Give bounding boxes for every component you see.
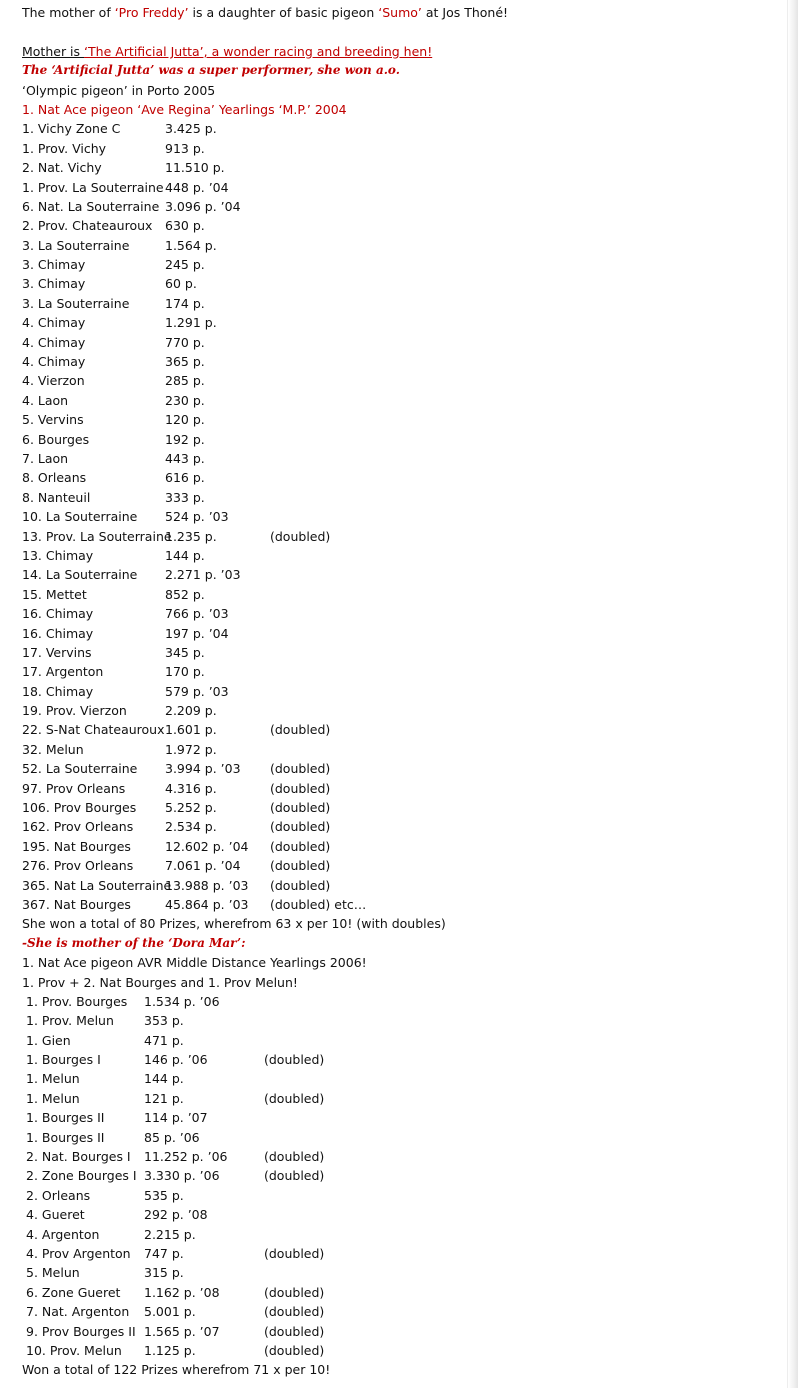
pedigree-article xyxy=(22,3,782,1380)
result-row xyxy=(22,371,782,390)
result-row xyxy=(22,740,782,759)
result-extra: (doubled) xyxy=(264,1168,325,1184)
result-row xyxy=(22,1166,782,1185)
mother-heading-prefix: Mother is xyxy=(22,43,85,59)
result-race: 1. Melun xyxy=(26,1090,80,1106)
result-row xyxy=(22,119,782,138)
result-race: 6. Bourges xyxy=(22,431,90,447)
result-row xyxy=(22,643,782,662)
result-prize: 1.564 p. xyxy=(165,237,217,253)
result-race: 1. Bourges I xyxy=(26,1052,101,1068)
result-race: 4. Chimay xyxy=(22,315,86,331)
result-row xyxy=(22,682,782,701)
result-row xyxy=(22,1225,782,1244)
result-extra: (doubled) xyxy=(270,780,331,796)
result-race: 195. Nat Bourges xyxy=(22,838,131,854)
result-extra: (doubled) xyxy=(270,838,331,854)
result-row xyxy=(22,1011,782,1030)
result-row xyxy=(22,895,782,914)
result-race: 5. Melun xyxy=(26,1265,80,1281)
result-prize: 2.271 p. ’03 xyxy=(165,567,241,583)
result-row xyxy=(22,1322,782,1341)
result-prize: 174 p. xyxy=(165,295,205,311)
result-race: 17. Argenton xyxy=(22,664,104,680)
result-race: 10. Prov. Melun xyxy=(26,1342,122,1358)
result-row xyxy=(22,1147,782,1166)
result-prize: 315 p. xyxy=(144,1265,184,1281)
result-race: 1. Melun xyxy=(26,1071,80,1087)
result-row xyxy=(22,333,782,352)
result-extra: (doubled) xyxy=(264,1323,325,1339)
result-race: 16. Chimay xyxy=(22,625,94,641)
dora-bourges-line: 1. Prov + 2. Nat Bourges and 1. Prov Melun! xyxy=(22,974,298,990)
dora-heading: -She is mother of the ‘Dora Mar’: xyxy=(22,935,246,950)
result-prize: 170 p. xyxy=(165,664,205,680)
olympic-line: ‘Olympic pigeon’ in Porto 2005 xyxy=(22,82,216,98)
result-prize: 1.125 p. xyxy=(144,1342,196,1358)
result-row xyxy=(22,565,782,584)
ace-line: 1. Nat Ace pigeon ‘Ave Regina’ Yearlings ‘M.P.’ 2004 xyxy=(22,101,347,117)
result-race: 367. Nat Bourges xyxy=(22,896,131,912)
result-row xyxy=(22,1050,782,1069)
result-race: 4. Argenton xyxy=(26,1226,100,1242)
result-race: 2. Prov. Chateauroux xyxy=(22,218,153,234)
result-prize: 230 p. xyxy=(165,392,205,408)
result-row xyxy=(22,236,782,255)
result-race: 1. Prov. Melun xyxy=(26,1013,114,1029)
result-row xyxy=(22,1031,782,1050)
result-extra: (doubled) xyxy=(270,819,331,835)
result-prize: 1.972 p. xyxy=(165,741,217,757)
result-row xyxy=(22,876,782,895)
result-row xyxy=(22,158,782,177)
result-prize: 146 p. ’06 xyxy=(144,1052,208,1068)
result-prize: 4.316 p. xyxy=(165,780,217,796)
dora-results-list xyxy=(22,992,782,1360)
result-prize: 443 p. xyxy=(165,450,205,466)
result-prize: 2.215 p. xyxy=(144,1226,196,1242)
result-prize: 579 p. ’03 xyxy=(165,683,229,699)
result-prize: 3.994 p. ’03 xyxy=(165,761,241,777)
result-race: 13. Chimay xyxy=(22,547,94,563)
result-prize: 192 p. xyxy=(165,431,205,447)
result-race: 2. Nat. Bourges I xyxy=(26,1149,131,1165)
result-race: 7. Laon xyxy=(22,450,69,466)
result-prize: 3.096 p. ’04 xyxy=(165,198,241,214)
result-prize: 333 p. xyxy=(165,489,205,505)
result-race: 14. La Souterraine xyxy=(22,567,138,583)
result-race: 2. Orleans xyxy=(26,1187,91,1203)
result-prize: 5.001 p. xyxy=(144,1304,196,1320)
result-extra: (doubled) xyxy=(270,528,331,544)
result-row xyxy=(22,798,782,817)
pigeon-name-pro-freddy: ‘Pro Freddy’ xyxy=(114,5,189,20)
result-row xyxy=(22,1069,782,1088)
result-extra: (doubled) xyxy=(264,1304,325,1320)
result-prize: 1.291 p. xyxy=(165,315,217,331)
result-row xyxy=(22,468,782,487)
result-prize: 12.602 p. ’04 xyxy=(165,838,249,854)
result-prize: 747 p. xyxy=(144,1246,184,1261)
result-row xyxy=(22,992,782,1011)
result-race: 1. Prov. Bourges xyxy=(26,993,128,1009)
result-row xyxy=(22,662,782,681)
result-prize: 2.534 p. xyxy=(165,819,217,835)
result-row xyxy=(22,139,782,158)
result-race: 22. S-Nat Chateauroux xyxy=(22,722,165,738)
pigeon-name-sumo: ‘Sumo’ xyxy=(378,5,422,20)
result-prize: 114 p. ’07 xyxy=(144,1110,208,1126)
result-row xyxy=(22,624,782,643)
result-prize: 353 p. xyxy=(144,1013,184,1029)
result-row xyxy=(22,527,782,546)
result-row xyxy=(22,1128,782,1147)
jutta-note: The ‘Artificial Jutta’ was a super performer, she won a.o. xyxy=(22,63,400,78)
result-race: 8. Orleans xyxy=(22,470,87,486)
result-race: 4. Gueret xyxy=(26,1207,85,1223)
result-prize: 85 p. ’06 xyxy=(144,1129,200,1145)
mother-heading xyxy=(22,42,782,61)
result-row xyxy=(22,488,782,507)
result-prize: 13.988 p. ’03 xyxy=(165,877,249,893)
result-prize: 3.330 p. ’06 xyxy=(144,1168,220,1184)
result-race: 7. Nat. Argenton xyxy=(26,1304,130,1320)
result-row xyxy=(22,604,782,623)
result-prize: 630 p. xyxy=(165,218,205,234)
result-prize: 2.209 p. xyxy=(165,703,217,719)
intro-line xyxy=(22,3,782,22)
result-race: 4. Chimay xyxy=(22,354,86,370)
result-race: 97. Prov Orleans xyxy=(22,780,126,796)
result-prize: 365 p. xyxy=(165,354,205,370)
result-row xyxy=(22,313,782,332)
mother-heading-name: ‘The Artificial Jutta’, a wonder racing and breeding hen! xyxy=(84,43,433,59)
result-extra: (doubled) xyxy=(270,722,331,738)
result-extra: (doubled) xyxy=(270,858,331,874)
result-prize: 120 p. xyxy=(165,412,205,428)
result-row xyxy=(22,1205,782,1224)
result-race: 15. Mettet xyxy=(22,586,87,602)
result-prize: 913 p. xyxy=(165,140,205,156)
result-row xyxy=(22,1089,782,1108)
result-prize: 285 p. xyxy=(165,373,205,389)
result-row xyxy=(22,1283,782,1302)
result-prize: 121 p. xyxy=(144,1090,184,1106)
result-race: 1. Vichy Zone C xyxy=(22,121,121,137)
result-race: 32. Melun xyxy=(22,741,84,757)
spacer xyxy=(22,22,782,41)
result-row xyxy=(22,274,782,293)
result-race: 1. Bourges II xyxy=(26,1129,105,1145)
result-row xyxy=(22,856,782,875)
result-prize: 852 p. xyxy=(165,586,205,602)
result-prize: 60 p. xyxy=(165,276,197,292)
result-row xyxy=(22,255,782,274)
result-row xyxy=(22,837,782,856)
result-row xyxy=(22,546,782,565)
result-row xyxy=(22,720,782,739)
intro-prefix: The mother of xyxy=(22,5,115,20)
result-race: 4. Vierzon xyxy=(22,373,85,389)
result-prize: 1.601 p. xyxy=(165,722,217,738)
result-race: 3. Chimay xyxy=(22,257,86,273)
result-row xyxy=(22,178,782,197)
result-race: 19. Prov. Vierzon xyxy=(22,703,127,719)
result-race: 3. La Souterraine xyxy=(22,237,130,253)
result-prize: 1.565 p. ’07 xyxy=(144,1323,220,1339)
result-race: 17. Vervins xyxy=(22,644,92,660)
result-row xyxy=(22,585,782,604)
result-prize: 197 p. ’04 xyxy=(165,625,229,641)
result-prize: 766 p. ’03 xyxy=(165,606,229,622)
jutta-results-list xyxy=(22,119,782,914)
dora-total: Won a total of 122 Prizes wherefrom 71 x per 10! xyxy=(22,1362,331,1378)
result-prize: 345 p. xyxy=(165,644,205,660)
result-prize: 45.864 p. ’03 xyxy=(165,896,249,912)
result-row xyxy=(22,1108,782,1127)
result-prize: 770 p. xyxy=(165,334,205,350)
result-race: 4. Chimay xyxy=(22,334,86,350)
dora-ace-line: 1. Nat Ace pigeon AVR Middle Distance Yearlings 2006! xyxy=(22,955,367,971)
result-race: 1. Prov. Vichy xyxy=(22,140,107,156)
result-race: 4. Prov Argenton xyxy=(26,1246,131,1261)
jutta-total: She won a total of 80 Prizes, wherefrom 63 x per 10! (with doubles) xyxy=(22,916,446,932)
result-race: 6. Zone Gueret xyxy=(26,1284,121,1300)
result-race: 9. Prov Bourges II xyxy=(26,1323,136,1339)
result-race: 2. Zone Bourges I xyxy=(26,1168,137,1184)
result-prize: 1.162 p. ’08 xyxy=(144,1284,220,1300)
result-row xyxy=(22,352,782,371)
result-row xyxy=(22,410,782,429)
result-extra: (doubled) xyxy=(270,800,331,816)
result-row xyxy=(22,1341,782,1360)
result-row xyxy=(22,449,782,468)
result-extra: (doubled) etc… xyxy=(270,896,367,912)
result-race: 276. Prov Orleans xyxy=(22,858,134,874)
result-race: 365. Nat La Souterraine xyxy=(22,877,172,893)
result-prize: 7.061 p. ’04 xyxy=(165,858,241,874)
result-race: 8. Nanteuil xyxy=(22,489,91,505)
result-row xyxy=(22,701,782,720)
result-prize: 535 p. xyxy=(144,1187,184,1203)
scrollbar-edge[interactable] xyxy=(787,0,798,1388)
result-race: 16. Chimay xyxy=(22,606,94,622)
result-extra: (doubled) xyxy=(264,1090,325,1106)
result-prize: 1.235 p. xyxy=(165,528,217,544)
result-race: 2. Nat. Vichy xyxy=(22,160,102,176)
result-extra: (doubled) xyxy=(270,761,331,777)
result-prize: 292 p. ’08 xyxy=(144,1207,208,1223)
result-prize: 11.252 p. ’06 xyxy=(144,1149,228,1165)
result-prize: 448 p. ’04 xyxy=(165,179,229,195)
result-row xyxy=(22,1244,782,1263)
result-prize: 245 p. xyxy=(165,257,205,273)
result-row xyxy=(22,197,782,216)
result-extra: (doubled) xyxy=(264,1284,325,1300)
result-race: 3. La Souterraine xyxy=(22,295,130,311)
result-row xyxy=(22,430,782,449)
result-prize: 1.534 p. ’06 xyxy=(144,993,220,1009)
result-race: 1. Gien xyxy=(26,1032,71,1048)
intro-middle: is a daughter of basic pigeon xyxy=(188,5,379,20)
result-race: 52. La Souterraine xyxy=(22,761,138,777)
result-race: 1. Bourges II xyxy=(26,1110,105,1126)
result-race: 1. Prov. La Souterraine xyxy=(22,179,164,195)
result-prize: 616 p. xyxy=(165,470,205,486)
result-row xyxy=(22,1186,782,1205)
result-race: 5. Vervins xyxy=(22,412,84,428)
result-prize: 471 p. xyxy=(144,1032,184,1048)
result-prize: 5.252 p. xyxy=(165,800,217,816)
result-prize: 144 p. xyxy=(144,1071,184,1087)
result-row xyxy=(22,779,782,798)
result-row xyxy=(22,1263,782,1282)
result-race: 3. Chimay xyxy=(22,276,86,292)
result-row xyxy=(22,1302,782,1321)
result-extra: (doubled) xyxy=(264,1052,325,1068)
result-row xyxy=(22,294,782,313)
result-race: 6. Nat. La Souterraine xyxy=(22,198,160,214)
result-prize: 11.510 p. xyxy=(165,160,225,176)
result-race: 162. Prov Orleans xyxy=(22,819,134,835)
result-row xyxy=(22,507,782,526)
result-race: 10. La Souterraine xyxy=(22,509,138,525)
result-race: 106. Prov Bourges xyxy=(22,800,137,816)
result-prize: 3.425 p. xyxy=(165,121,217,137)
result-extra: (doubled) xyxy=(264,1246,325,1261)
result-row xyxy=(22,391,782,410)
result-race: 13. Prov. La Souterraine xyxy=(22,528,172,544)
result-row xyxy=(22,216,782,235)
result-row xyxy=(22,817,782,836)
result-extra: (doubled) xyxy=(264,1149,325,1165)
intro-suffix: at Jos Thoné! xyxy=(421,5,509,20)
result-prize: 144 p. xyxy=(165,547,205,563)
result-race: 4. Laon xyxy=(22,392,69,408)
result-row xyxy=(22,759,782,778)
result-extra: (doubled) xyxy=(264,1342,325,1358)
result-prize: 524 p. ’03 xyxy=(165,509,229,525)
result-race: 18. Chimay xyxy=(22,683,94,699)
result-extra: (doubled) xyxy=(270,877,331,893)
